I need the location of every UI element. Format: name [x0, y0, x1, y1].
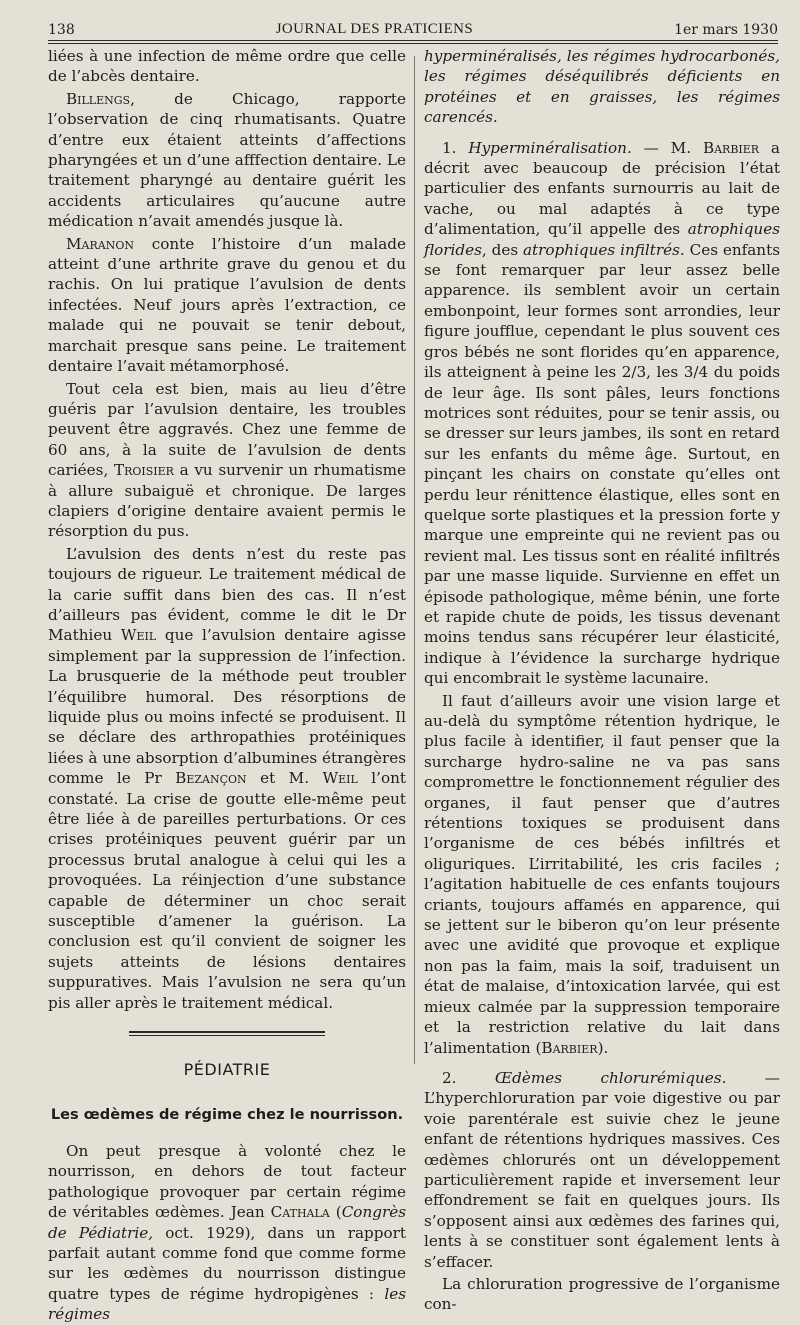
paragraph: Billengs, de Chicago, rapporte l’observation de cinq rhumatisants. Quatre d’entre eux étaient atteints d’affections pharyngées et un d’une afffection dentaire. Le traitement pharyngé au dentaire guérit les accidents articulaires qu’aucune autre médication n’avait amendés jusque là.: [48, 89, 406, 231]
journal-title: JOURNAL DES PRATICIENS: [275, 21, 474, 37]
paragraph: 2. Œdèmes chlorurémiques. — L’hyperchloruration par voie digestive ou par voie parentérale est suivie chez le jeune enfant de rétentions hydriques massives. Ces œdèmes chlorurés ont un développement particulièrement rapide et inversement leur effondrement se fait en quelques jours. Ils s’opposent ainsi aux œdèmes des farines qui, lents à se constituer sont également lents à s’effacer.: [424, 1068, 780, 1271]
author-name: Barbier: [702, 138, 760, 157]
author-name: Weil: [120, 626, 157, 645]
author-name: Bezançon: [175, 769, 247, 788]
subsection-heading: Hyperminéralisation.: [468, 138, 632, 157]
paragraph: 1. Hyperminéralisation. — M. Barbier a décrit avec beaucoup de précision l’état particulier des enfants surnourris au lait de vache, ou mal adaptés à ce type d’alimentation, qu’il appelle des atrophiques florides, des atrophiques infiltrés. Ces enfants se font remarquer par leur assez belle apparence. ils semblent avoir un certain embonpoint, leur formes sont arrondies, leur figure joufflue, cependant le plus souvent ces gros bébés ne sont florides qu’en apparence, ils atteignent à peine les 2/3, les 3/4 du poids de leur âge. Ils sont pâles, leurs fonctions motrices sont réduites, pour se tenir assis, ou se dresser sur leurs jambes, ils sont en retard sur les enfants du même âge. Surtout, en pinçant les chairs on constate qu’elles ont perdu leur rénittence élastique, elles sont en quelque sorte plastiques et la pression forte y marque une empreinte qui ne revient pas ou revient mal. Les tissus sont en réalité infiltrés par une masse liquide. Survienne en effet un épisode pathologique, même bénin, une forte et rapide chute de poids, les tissus devenant moins tendus sans récupérer leur élasticité, indique à l’évidence la surcharge hydrique qui encombrait le système lacunaire.: [424, 138, 780, 688]
paragraph: On peut presque à volonté chez le nourrisson, en dehors de tout facteur pathologique provoquer par certain régime de véritables œdèmes. Jean Cathala (Congrès de Pédiatrie, oct. 1929), dans un rapport parfait autant comme fond que comme forme sur les œdèmes du nourrisson distingue quatre types de régime hydropigènes : les régimes: [48, 1141, 406, 1324]
paragraph: Tout cela est bien, mais au lieu d’être guéris par l’avulsion dentaire, les troubles peuvent être aggravés. Chez une femme de 60 ans, à la suite de l’avulsion de dents cariées, Troisier a vu survenir un rhumatisme à allure subaiguë et chronique. De larges clapiers d’origine dentaire avaient permis le résorption du pus.: [48, 379, 406, 541]
issue-date: 1er mars 1930: [674, 22, 778, 38]
subsection-heading: Œdèmes chlorurémiques.: [494, 1068, 727, 1087]
section-divider: [129, 1031, 325, 1036]
running-header: [48, 12, 778, 38]
page-number: 138: [48, 22, 75, 38]
citation: Congrès de Pédiatrie,: [48, 1203, 406, 1242]
paragraph: hyperminéralisés, les régimes hydrocarbonés, les régimes déséquilibrés déficients en protéines et en graisses, les régimes carencés.: [424, 47, 780, 127]
column-divider: [414, 56, 415, 1064]
author-name: Maranon: [66, 234, 134, 253]
header-rule: [48, 40, 778, 44]
author-name: Barbier: [541, 1038, 598, 1057]
paragraph: liées à une infection de même ordre que celle de l’abcès dentaire.: [48, 47, 406, 86]
paragraph: Il faut d’ailleurs avoir une vision large et au-delà du symptôme rétention hydrique, le plus facile à identifier, il faut penser que la surcharge hydro-saline ne va pas sans compromettre le fonctionnement régulier des organes, il faut penser que d’autres rétentions toxiques se produisent dans l’organisme de ces bébés infiltrés et oliguriques. L’irritabilité, les cris faciles ; l’agitation habituelle de ces enfants toujours criants, toujours affamés en apparence, qui se jettent sur le biberon qu’on leur présente avec une avidité que provoque et explique non pas la faim, mais la soif, traduisent un état de malaise, d’intoxication larvée, qui est mieux calmée par la suppression temporaire et la restriction relative du lait dans l’alimentation (Barbier).: [424, 691, 780, 1057]
left-column: [48, 46, 406, 1324]
author-name: Cathala: [270, 1203, 330, 1222]
paragraph: L’avulsion des dents n’est du reste pas toujours de rigueur. Le traitement médical de la carie suffit dans bien des cas. Il n’est d’ailleurs pas évident, comme le dit le Dr Mathieu Weil que l’avulsion dentaire agisse simplement par la suppression de l’infection. La brusquerie de la méthode peut troubler l’équilibre humoral. Des résorptions de liquide plus ou moins infecté se produisent. Il se déclare des arthropathies protéiniques liées à une absorption d’albumines étrangères comme le Pr Bezançon et M. Weil l’ont constaté. La crise de goutte elle-même peut être liée à de pareilles perturbations. Or ces crises protéiniques peuvent guérir par un processus brutal analogue à celui qui les a provoquées. La réinjection d’une substance capable de déterminer un choc serait susceptible d’amener la guérison. La conclusion est qu’il convient de soigner les sujets atteints de lésions dentaires suppuratives. Mais l’avulsion ne sera qu’un pis aller après le traitement médical.: [48, 544, 406, 1012]
paragraph: Maranon conte l’histoire d’un malade atteint d’une arthrite grave du genou et du rachis. On lui pratique l’avulsion de dents infectées. Neuf jours après l’extraction, ce malade qui ne pouvait se tenir debout, marchait presque sans peine. Le traitement dentaire l’avait métamorphosé.: [48, 234, 406, 376]
right-column: [424, 46, 780, 1314]
paragraph: La chloruration progressive de l’organisme con-: [424, 1274, 780, 1314]
section-heading: PÉDIATRIE: [183, 1060, 271, 1080]
author-name: Billengs: [66, 89, 131, 108]
article-title: Les œdèmes de régime chez le nourrisson.: [50, 1105, 404, 1123]
author-name: Weil: [322, 769, 358, 788]
author-name: Troisier: [113, 461, 174, 480]
